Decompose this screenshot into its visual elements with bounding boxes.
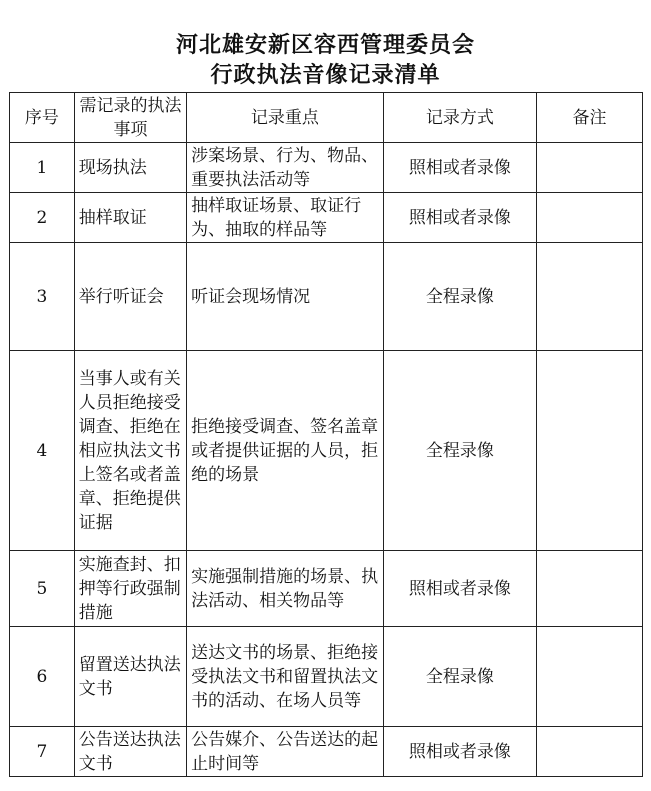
cell-seq: 3	[10, 243, 75, 351]
table-row	[10, 351, 643, 551]
cell-item: 抽样取证	[74, 193, 186, 243]
cell-method: 全程录像	[383, 627, 536, 727]
table-row	[10, 627, 643, 727]
cell-method: 照相或者录像	[383, 193, 536, 243]
header-method: 记录方式	[383, 93, 536, 143]
cell-focus: 抽样取证场景、取证行为、抽取的样品等	[187, 193, 384, 243]
table-row	[10, 143, 643, 193]
cell-focus: 听证会现场情况	[187, 243, 384, 351]
cell-focus: 实施强制措施的场景、执法活动、相关物品等	[187, 551, 384, 627]
header-focus: 记录重点	[187, 93, 384, 143]
cell-seq: 2	[10, 193, 75, 243]
cell-note	[537, 551, 643, 627]
cell-seq: 7	[10, 727, 75, 777]
header-seq: 序号	[10, 93, 75, 143]
record-list-table	[9, 92, 643, 777]
table-row	[10, 193, 643, 243]
cell-item: 实施查封、扣押等行政强制措施	[74, 551, 186, 627]
cell-focus: 涉案场景、行为、物品、重要执法活动等	[187, 143, 384, 193]
cell-seq: 1	[10, 143, 75, 193]
table-row	[10, 727, 643, 777]
header-item: 需记录的执法事项	[74, 93, 186, 143]
cell-method: 照相或者录像	[383, 727, 536, 777]
cell-item: 留置送达执法文书	[74, 627, 186, 727]
table-row	[10, 243, 643, 351]
cell-item: 举行听证会	[74, 243, 186, 351]
cell-seq: 6	[10, 627, 75, 727]
cell-note	[537, 351, 643, 551]
cell-item: 现场执法	[74, 143, 186, 193]
cell-method: 全程录像	[383, 243, 536, 351]
table-row	[10, 551, 643, 627]
cell-method: 全程录像	[383, 351, 536, 551]
cell-method: 照相或者录像	[383, 143, 536, 193]
cell-item: 当事人或有关人员拒绝接受调查、拒绝在相应执法文书上签名或者盖章、拒绝提供证据	[74, 351, 186, 551]
cell-focus: 送达文书的场景、拒绝接受执法文书和留置执法文书的活动、在场人员等	[187, 627, 384, 727]
cell-note	[537, 243, 643, 351]
cell-item: 公告送达执法文书	[74, 727, 186, 777]
cell-note	[537, 627, 643, 727]
cell-seq: 5	[10, 551, 75, 627]
cell-note	[537, 727, 643, 777]
header-note: 备注	[537, 93, 643, 143]
cell-focus: 公告媒介、公告送达的起止时间等	[187, 727, 384, 777]
cell-seq: 4	[10, 351, 75, 551]
cell-focus: 拒绝接受调查、签名盖章或者提供证据的人员，拒绝的场景	[187, 351, 384, 551]
document-title: 河北雄安新区容西管理委员会	[175, 32, 475, 58]
cell-note	[537, 193, 643, 243]
document-subtitle: 行政执法音像记录清单	[210, 62, 441, 88]
cell-method: 照相或者录像	[383, 551, 536, 627]
cell-note	[537, 143, 643, 193]
table-header-row	[10, 93, 643, 143]
